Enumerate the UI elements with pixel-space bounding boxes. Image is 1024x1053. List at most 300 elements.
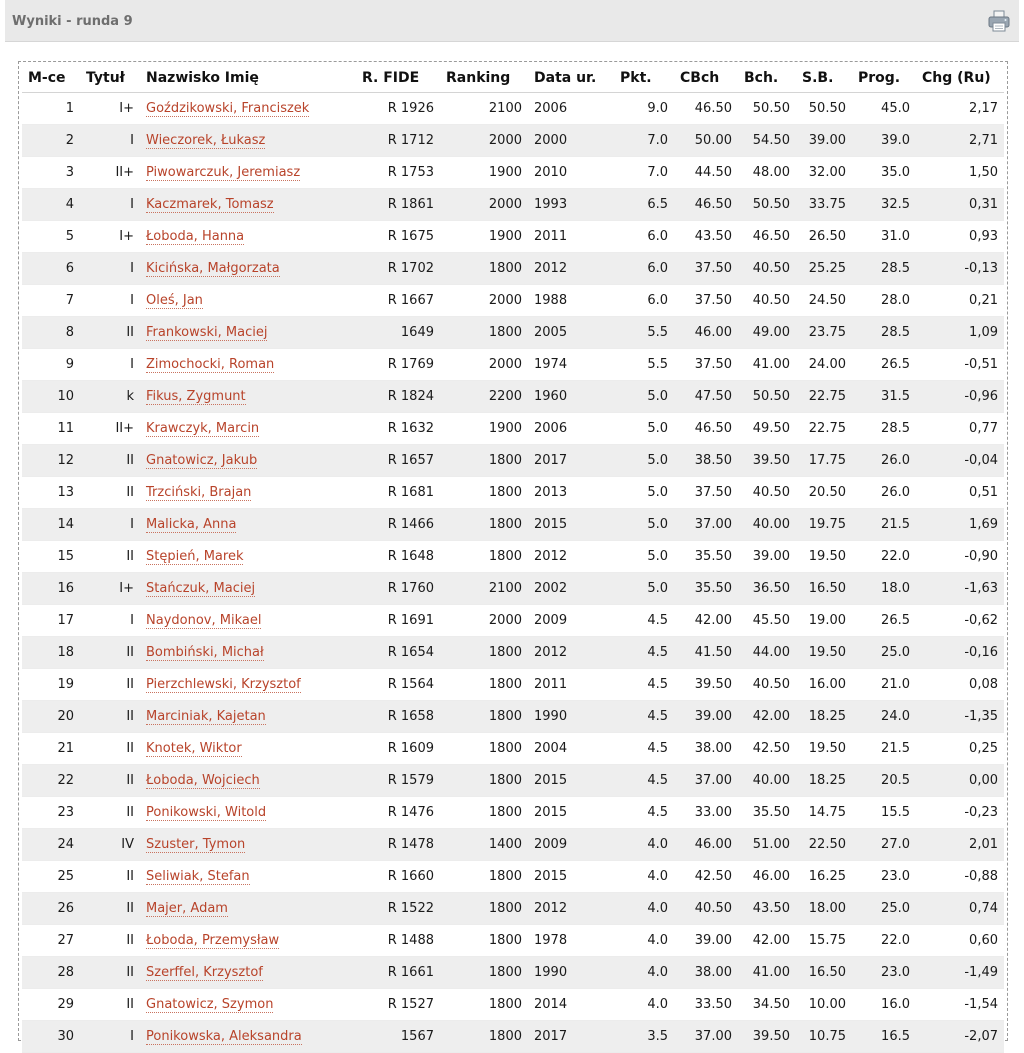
cbch-cell: 38.00 (674, 957, 738, 989)
ranking-cell: 1800 (440, 1021, 528, 1053)
title-cell: I (80, 125, 140, 157)
sb-cell: 19.00 (796, 605, 852, 637)
name-cell (140, 957, 356, 989)
sb-cell: 14.75 (796, 797, 852, 829)
rank-cell: 24 (22, 829, 80, 861)
player-link[interactable]: Stępień, Marek (146, 549, 244, 564)
ranking-cell: 1800 (440, 893, 528, 925)
ranking-cell: 2000 (440, 189, 528, 221)
player-link[interactable]: Naydonov, Mikael (146, 613, 262, 628)
rating-change-cell: 0,21 (916, 285, 1004, 317)
bch-cell: 44.00 (738, 637, 796, 669)
name-cell (140, 125, 356, 157)
cbch-cell: 46.50 (674, 93, 738, 125)
rating-change-cell: 0,25 (916, 733, 1004, 765)
points-cell: 4.0 (614, 925, 674, 957)
player-link[interactable]: Frankowski, Maciej (146, 325, 268, 340)
cbch-cell: 39.00 (674, 701, 738, 733)
rank-cell: 1 (22, 93, 80, 125)
fide-rating-cell: R 1661 (356, 957, 440, 989)
rank-cell: 5 (22, 221, 80, 253)
rank-cell: 7 (22, 285, 80, 317)
cbch-cell: 44.50 (674, 157, 738, 189)
bch-cell: 45.50 (738, 605, 796, 637)
rank-cell: 22 (22, 765, 80, 797)
name-cell (140, 157, 356, 189)
points-cell: 5.5 (614, 349, 674, 381)
birth-year-cell: 2006 (528, 93, 614, 125)
name-cell (140, 605, 356, 637)
rank-cell: 23 (22, 797, 80, 829)
rating-change-cell: -0,16 (916, 637, 1004, 669)
sb-cell: 24.50 (796, 285, 852, 317)
title-cell: II (80, 669, 140, 701)
ranking-cell: 1800 (440, 509, 528, 541)
rank-cell: 6 (22, 253, 80, 285)
birth-year-cell: 2015 (528, 861, 614, 893)
points-cell: 5.0 (614, 445, 674, 477)
ranking-cell: 1800 (440, 669, 528, 701)
sb-cell: 50.50 (796, 93, 852, 125)
points-cell: 4.0 (614, 829, 674, 861)
birth-year-cell: 1990 (528, 957, 614, 989)
bch-cell: 36.50 (738, 573, 796, 605)
rank-cell: 19 (22, 669, 80, 701)
birth-year-cell: 2017 (528, 445, 614, 477)
rank-cell: 18 (22, 637, 80, 669)
birth-year-cell: 2000 (528, 125, 614, 157)
points-cell: 4.5 (614, 733, 674, 765)
fide-rating-cell: R 1681 (356, 477, 440, 509)
table-row (22, 765, 1004, 797)
table-row (22, 221, 1004, 253)
sb-cell: 20.50 (796, 477, 852, 509)
table-row (22, 93, 1004, 125)
cbch-cell: 35.50 (674, 573, 738, 605)
birth-year-cell: 1990 (528, 701, 614, 733)
points-cell: 4.5 (614, 701, 674, 733)
points-cell: 9.0 (614, 93, 674, 125)
bch-cell: 43.50 (738, 893, 796, 925)
player-link[interactable]: Malicka, Anna (146, 517, 237, 532)
rating-change-cell: 0,77 (916, 413, 1004, 445)
rank-cell: 13 (22, 477, 80, 509)
prog-cell: 15.5 (852, 797, 916, 829)
title-cell: II (80, 925, 140, 957)
cbch-cell: 41.50 (674, 637, 738, 669)
points-cell: 4.0 (614, 893, 674, 925)
bch-cell: 39.00 (738, 541, 796, 573)
player-link[interactable]: Szerffel, Krzysztof (146, 965, 263, 980)
column-header[interactable]: S.B. (796, 64, 852, 93)
column-header[interactable]: M-ce (22, 64, 80, 93)
title-cell: II (80, 893, 140, 925)
rank-cell: 21 (22, 733, 80, 765)
rating-change-cell: 0,74 (916, 893, 1004, 925)
fide-rating-cell: R 1675 (356, 221, 440, 253)
rank-cell: 30 (22, 1021, 80, 1053)
fide-rating-cell: R 1769 (356, 349, 440, 381)
player-link[interactable]: Szuster, Tymon (146, 837, 246, 852)
ranking-cell: 1800 (440, 861, 528, 893)
name-cell (140, 829, 356, 861)
sb-cell: 24.00 (796, 349, 852, 381)
player-link[interactable]: Łoboda, Przemysław (146, 933, 280, 948)
player-link[interactable]: Kaczmarek, Tomasz (146, 197, 274, 212)
results-table (22, 64, 1004, 1053)
bch-cell: 35.50 (738, 797, 796, 829)
sb-cell: 10.00 (796, 989, 852, 1021)
name-cell (140, 477, 356, 509)
rank-cell: 15 (22, 541, 80, 573)
cbch-cell: 37.00 (674, 765, 738, 797)
player-link[interactable]: Wieczorek, Łukasz (146, 133, 266, 148)
name-cell (140, 285, 356, 317)
ranking-cell: 1800 (440, 797, 528, 829)
sb-cell: 16.50 (796, 957, 852, 989)
player-link[interactable]: Marciniak, Kajetan (146, 709, 266, 724)
points-cell: 4.0 (614, 989, 674, 1021)
title-cell: II (80, 477, 140, 509)
sb-cell: 22.75 (796, 381, 852, 413)
column-header[interactable]: Tytuł (80, 64, 140, 93)
birth-year-cell: 2010 (528, 157, 614, 189)
points-cell: 6.0 (614, 285, 674, 317)
player-link[interactable]: Fikus, Zygmunt (146, 389, 246, 404)
name-cell (140, 349, 356, 381)
bch-cell: 40.00 (738, 509, 796, 541)
prog-cell: 23.0 (852, 957, 916, 989)
sb-cell: 10.75 (796, 1021, 852, 1053)
column-header[interactable]: CBch (674, 64, 738, 93)
name-cell (140, 317, 356, 349)
ranking-cell: 2000 (440, 605, 528, 637)
name-cell (140, 573, 356, 605)
title-cell: II (80, 989, 140, 1021)
fide-rating-cell: 1649 (356, 317, 440, 349)
ranking-cell: 2000 (440, 349, 528, 381)
birth-year-cell: 2002 (528, 573, 614, 605)
prog-cell: 21.5 (852, 733, 916, 765)
fide-rating-cell: R 1824 (356, 381, 440, 413)
ranking-cell: 1800 (440, 477, 528, 509)
birth-year-cell: 2011 (528, 669, 614, 701)
points-cell: 4.0 (614, 957, 674, 989)
points-cell: 6.0 (614, 253, 674, 285)
player-link[interactable]: Oleś, Jan (146, 293, 203, 308)
rating-change-cell: -0,88 (916, 861, 1004, 893)
player-link[interactable]: Kicińska, Małgorzata (146, 261, 280, 276)
ranking-cell: 1800 (440, 541, 528, 573)
bch-cell: 50.50 (738, 381, 796, 413)
table-row (22, 445, 1004, 477)
ranking-cell: 2000 (440, 125, 528, 157)
name-cell (140, 221, 356, 253)
fide-rating-cell: R 1564 (356, 669, 440, 701)
table-row (22, 349, 1004, 381)
title-cell: II (80, 957, 140, 989)
fide-rating-cell: R 1658 (356, 701, 440, 733)
name-cell (140, 637, 356, 669)
table-row (22, 957, 1004, 989)
rating-change-cell: 1,69 (916, 509, 1004, 541)
table-header-row (22, 64, 1004, 93)
sb-cell: 19.75 (796, 509, 852, 541)
player-link[interactable]: Łoboda, Wojciech (146, 773, 260, 788)
birth-year-cell: 1960 (528, 381, 614, 413)
bch-cell: 46.00 (738, 861, 796, 893)
title-cell: I (80, 509, 140, 541)
player-link[interactable]: Majer, Adam (146, 901, 228, 916)
fide-rating-cell: R 1861 (356, 189, 440, 221)
ranking-cell: 1800 (440, 765, 528, 797)
rank-cell: 8 (22, 317, 80, 349)
points-cell: 5.0 (614, 509, 674, 541)
name-cell (140, 669, 356, 701)
name-cell (140, 765, 356, 797)
points-cell: 6.0 (614, 221, 674, 253)
bch-cell: 42.00 (738, 701, 796, 733)
column-header[interactable]: Data ur. (528, 64, 614, 93)
prog-cell: 24.0 (852, 701, 916, 733)
sb-cell: 23.75 (796, 317, 852, 349)
printer-icon[interactable] (987, 9, 1011, 33)
table-row (22, 157, 1004, 189)
rating-change-cell: 2,71 (916, 125, 1004, 157)
bch-cell: 40.50 (738, 477, 796, 509)
points-cell: 5.0 (614, 541, 674, 573)
sb-cell: 22.50 (796, 829, 852, 861)
bch-cell: 42.00 (738, 925, 796, 957)
name-cell (140, 445, 356, 477)
player-link[interactable]: Piwowarczuk, Jeremiasz (146, 165, 301, 180)
player-link[interactable]: Bombiński, Michał (146, 645, 264, 660)
rank-cell: 28 (22, 957, 80, 989)
ranking-cell: 2100 (440, 573, 528, 605)
player-link[interactable]: Seliwiak, Stefan (146, 869, 250, 884)
title-cell: I (80, 605, 140, 637)
name-cell (140, 189, 356, 221)
sb-cell: 32.00 (796, 157, 852, 189)
birth-year-cell: 2013 (528, 477, 614, 509)
rank-cell: 9 (22, 349, 80, 381)
rating-change-cell: 0,00 (916, 765, 1004, 797)
rating-change-cell: -2,07 (916, 1021, 1004, 1053)
sb-cell: 19.50 (796, 541, 852, 573)
sb-cell: 19.50 (796, 733, 852, 765)
cbch-cell: 33.50 (674, 989, 738, 1021)
cbch-cell: 35.50 (674, 541, 738, 573)
prog-cell: 26.5 (852, 349, 916, 381)
sb-cell: 25.25 (796, 253, 852, 285)
sb-cell: 15.75 (796, 925, 852, 957)
table-row (22, 509, 1004, 541)
ranking-cell: 1900 (440, 157, 528, 189)
bch-cell: 51.00 (738, 829, 796, 861)
player-link[interactable]: Knotek, Wiktor (146, 741, 242, 756)
birth-year-cell: 1978 (528, 925, 614, 957)
cbch-cell: 42.50 (674, 861, 738, 893)
fide-rating-cell: R 1926 (356, 93, 440, 125)
birth-year-cell: 2005 (528, 317, 614, 349)
title-cell: II+ (80, 157, 140, 189)
player-link[interactable]: Ponikowski, Witold (146, 805, 267, 820)
birth-year-cell: 2012 (528, 637, 614, 669)
prog-cell: 39.0 (852, 125, 916, 157)
cbch-cell: 50.00 (674, 125, 738, 157)
column-header[interactable]: Bch. (738, 64, 796, 93)
table-row (22, 893, 1004, 925)
prog-cell: 26.5 (852, 605, 916, 637)
prog-cell: 25.0 (852, 637, 916, 669)
ranking-cell: 1400 (440, 829, 528, 861)
title-cell: II (80, 637, 140, 669)
prog-cell: 21.5 (852, 509, 916, 541)
rank-cell: 10 (22, 381, 80, 413)
player-link[interactable]: Krawczyk, Marcin (146, 421, 260, 436)
bch-cell: 39.50 (738, 445, 796, 477)
sb-cell: 18.25 (796, 701, 852, 733)
fide-rating-cell: R 1609 (356, 733, 440, 765)
rating-change-cell: -1,54 (916, 989, 1004, 1021)
prog-cell: 18.0 (852, 573, 916, 605)
birth-year-cell: 1993 (528, 189, 614, 221)
ranking-cell: 1800 (440, 925, 528, 957)
column-header[interactable]: Pkt. (614, 64, 674, 93)
birth-year-cell: 2015 (528, 797, 614, 829)
prog-cell: 27.0 (852, 829, 916, 861)
points-cell: 4.5 (614, 637, 674, 669)
table-row (22, 317, 1004, 349)
prog-cell: 20.5 (852, 765, 916, 797)
prog-cell: 28.5 (852, 317, 916, 349)
prog-cell: 31.5 (852, 381, 916, 413)
fide-rating-cell: R 1527 (356, 989, 440, 1021)
column-header[interactable]: R. FIDE (356, 64, 440, 93)
prog-cell: 31.0 (852, 221, 916, 253)
player-link[interactable]: Pierzchlewski, Krzysztof (146, 677, 301, 692)
player-link[interactable]: Trzciński, Brajan (146, 485, 252, 500)
rank-cell: 16 (22, 573, 80, 605)
prog-cell: 16.5 (852, 1021, 916, 1053)
rank-cell: 12 (22, 445, 80, 477)
rating-change-cell: -0,96 (916, 381, 1004, 413)
prog-cell: 45.0 (852, 93, 916, 125)
points-cell: 5.0 (614, 413, 674, 445)
points-cell: 4.5 (614, 765, 674, 797)
birth-year-cell: 2015 (528, 765, 614, 797)
points-cell: 4.0 (614, 861, 674, 893)
title-cell: I (80, 349, 140, 381)
cbch-cell: 38.50 (674, 445, 738, 477)
points-cell: 5.0 (614, 477, 674, 509)
name-cell (140, 701, 356, 733)
bch-cell: 49.50 (738, 413, 796, 445)
cbch-cell: 46.50 (674, 189, 738, 221)
player-link[interactable]: Ponikowska, Aleksandra (146, 1029, 302, 1044)
player-link[interactable]: Gnatowicz, Szymon (146, 997, 274, 1012)
fide-rating-cell: R 1691 (356, 605, 440, 637)
cbch-cell: 33.00 (674, 797, 738, 829)
title-cell: II+ (80, 413, 140, 445)
fide-rating-cell: R 1466 (356, 509, 440, 541)
rank-cell: 4 (22, 189, 80, 221)
birth-year-cell: 2012 (528, 893, 614, 925)
table-row (22, 829, 1004, 861)
bch-cell: 46.50 (738, 221, 796, 253)
birth-year-cell: 2006 (528, 413, 614, 445)
title-cell: k (80, 381, 140, 413)
birth-year-cell: 2004 (528, 733, 614, 765)
player-link[interactable]: Goździkowski, Franciszek (146, 101, 310, 116)
birth-year-cell: 2017 (528, 1021, 614, 1053)
fide-rating-cell: R 1488 (356, 925, 440, 957)
rating-change-cell: 0,51 (916, 477, 1004, 509)
bch-cell: 50.50 (738, 93, 796, 125)
rating-change-cell: -1,35 (916, 701, 1004, 733)
table-row (22, 701, 1004, 733)
rating-change-cell: -0,90 (916, 541, 1004, 573)
column-header[interactable]: Chg (Ru) (916, 64, 1004, 93)
prog-cell: 16.0 (852, 989, 916, 1021)
bch-cell: 40.50 (738, 253, 796, 285)
sb-cell: 16.00 (796, 669, 852, 701)
table-row (22, 541, 1004, 573)
player-link[interactable]: Stańczuk, Maciej (146, 581, 256, 596)
ranking-cell: 1900 (440, 413, 528, 445)
sb-cell: 18.00 (796, 893, 852, 925)
table-row (22, 925, 1004, 957)
birth-year-cell: 1988 (528, 285, 614, 317)
table-row (22, 125, 1004, 157)
rating-change-cell: -0,13 (916, 253, 1004, 285)
rank-cell: 25 (22, 861, 80, 893)
name-cell (140, 381, 356, 413)
points-cell: 3.5 (614, 1021, 674, 1053)
player-link[interactable]: Zimochocki, Roman (146, 357, 275, 372)
bch-cell: 41.00 (738, 349, 796, 381)
ranking-cell: 1800 (440, 957, 528, 989)
fide-rating-cell: R 1657 (356, 445, 440, 477)
points-cell: 5.0 (614, 573, 674, 605)
rating-change-cell: 0,31 (916, 189, 1004, 221)
player-link[interactable]: Łoboda, Hanna (146, 229, 245, 244)
player-link[interactable]: Gnatowicz, Jakub (146, 453, 258, 468)
sb-cell: 26.50 (796, 221, 852, 253)
rating-change-cell: -0,23 (916, 797, 1004, 829)
points-cell: 5.0 (614, 381, 674, 413)
column-header[interactable]: Prog. (852, 64, 916, 93)
prog-cell: 22.0 (852, 925, 916, 957)
column-header[interactable]: Ranking (440, 64, 528, 93)
table-row (22, 605, 1004, 637)
prog-cell: 32.5 (852, 189, 916, 221)
table-row (22, 413, 1004, 445)
prog-cell: 28.5 (852, 413, 916, 445)
ranking-cell: 1800 (440, 733, 528, 765)
column-header[interactable]: Nazwisko Imię (140, 64, 356, 93)
sb-cell: 33.75 (796, 189, 852, 221)
ranking-cell: 1800 (440, 445, 528, 477)
rating-change-cell: -0,62 (916, 605, 1004, 637)
prog-cell: 23.0 (852, 861, 916, 893)
bch-cell: 39.50 (738, 1021, 796, 1053)
table-row (22, 285, 1004, 317)
table-row (22, 381, 1004, 413)
cbch-cell: 39.00 (674, 925, 738, 957)
rating-change-cell: 2,17 (916, 93, 1004, 125)
name-cell (140, 861, 356, 893)
